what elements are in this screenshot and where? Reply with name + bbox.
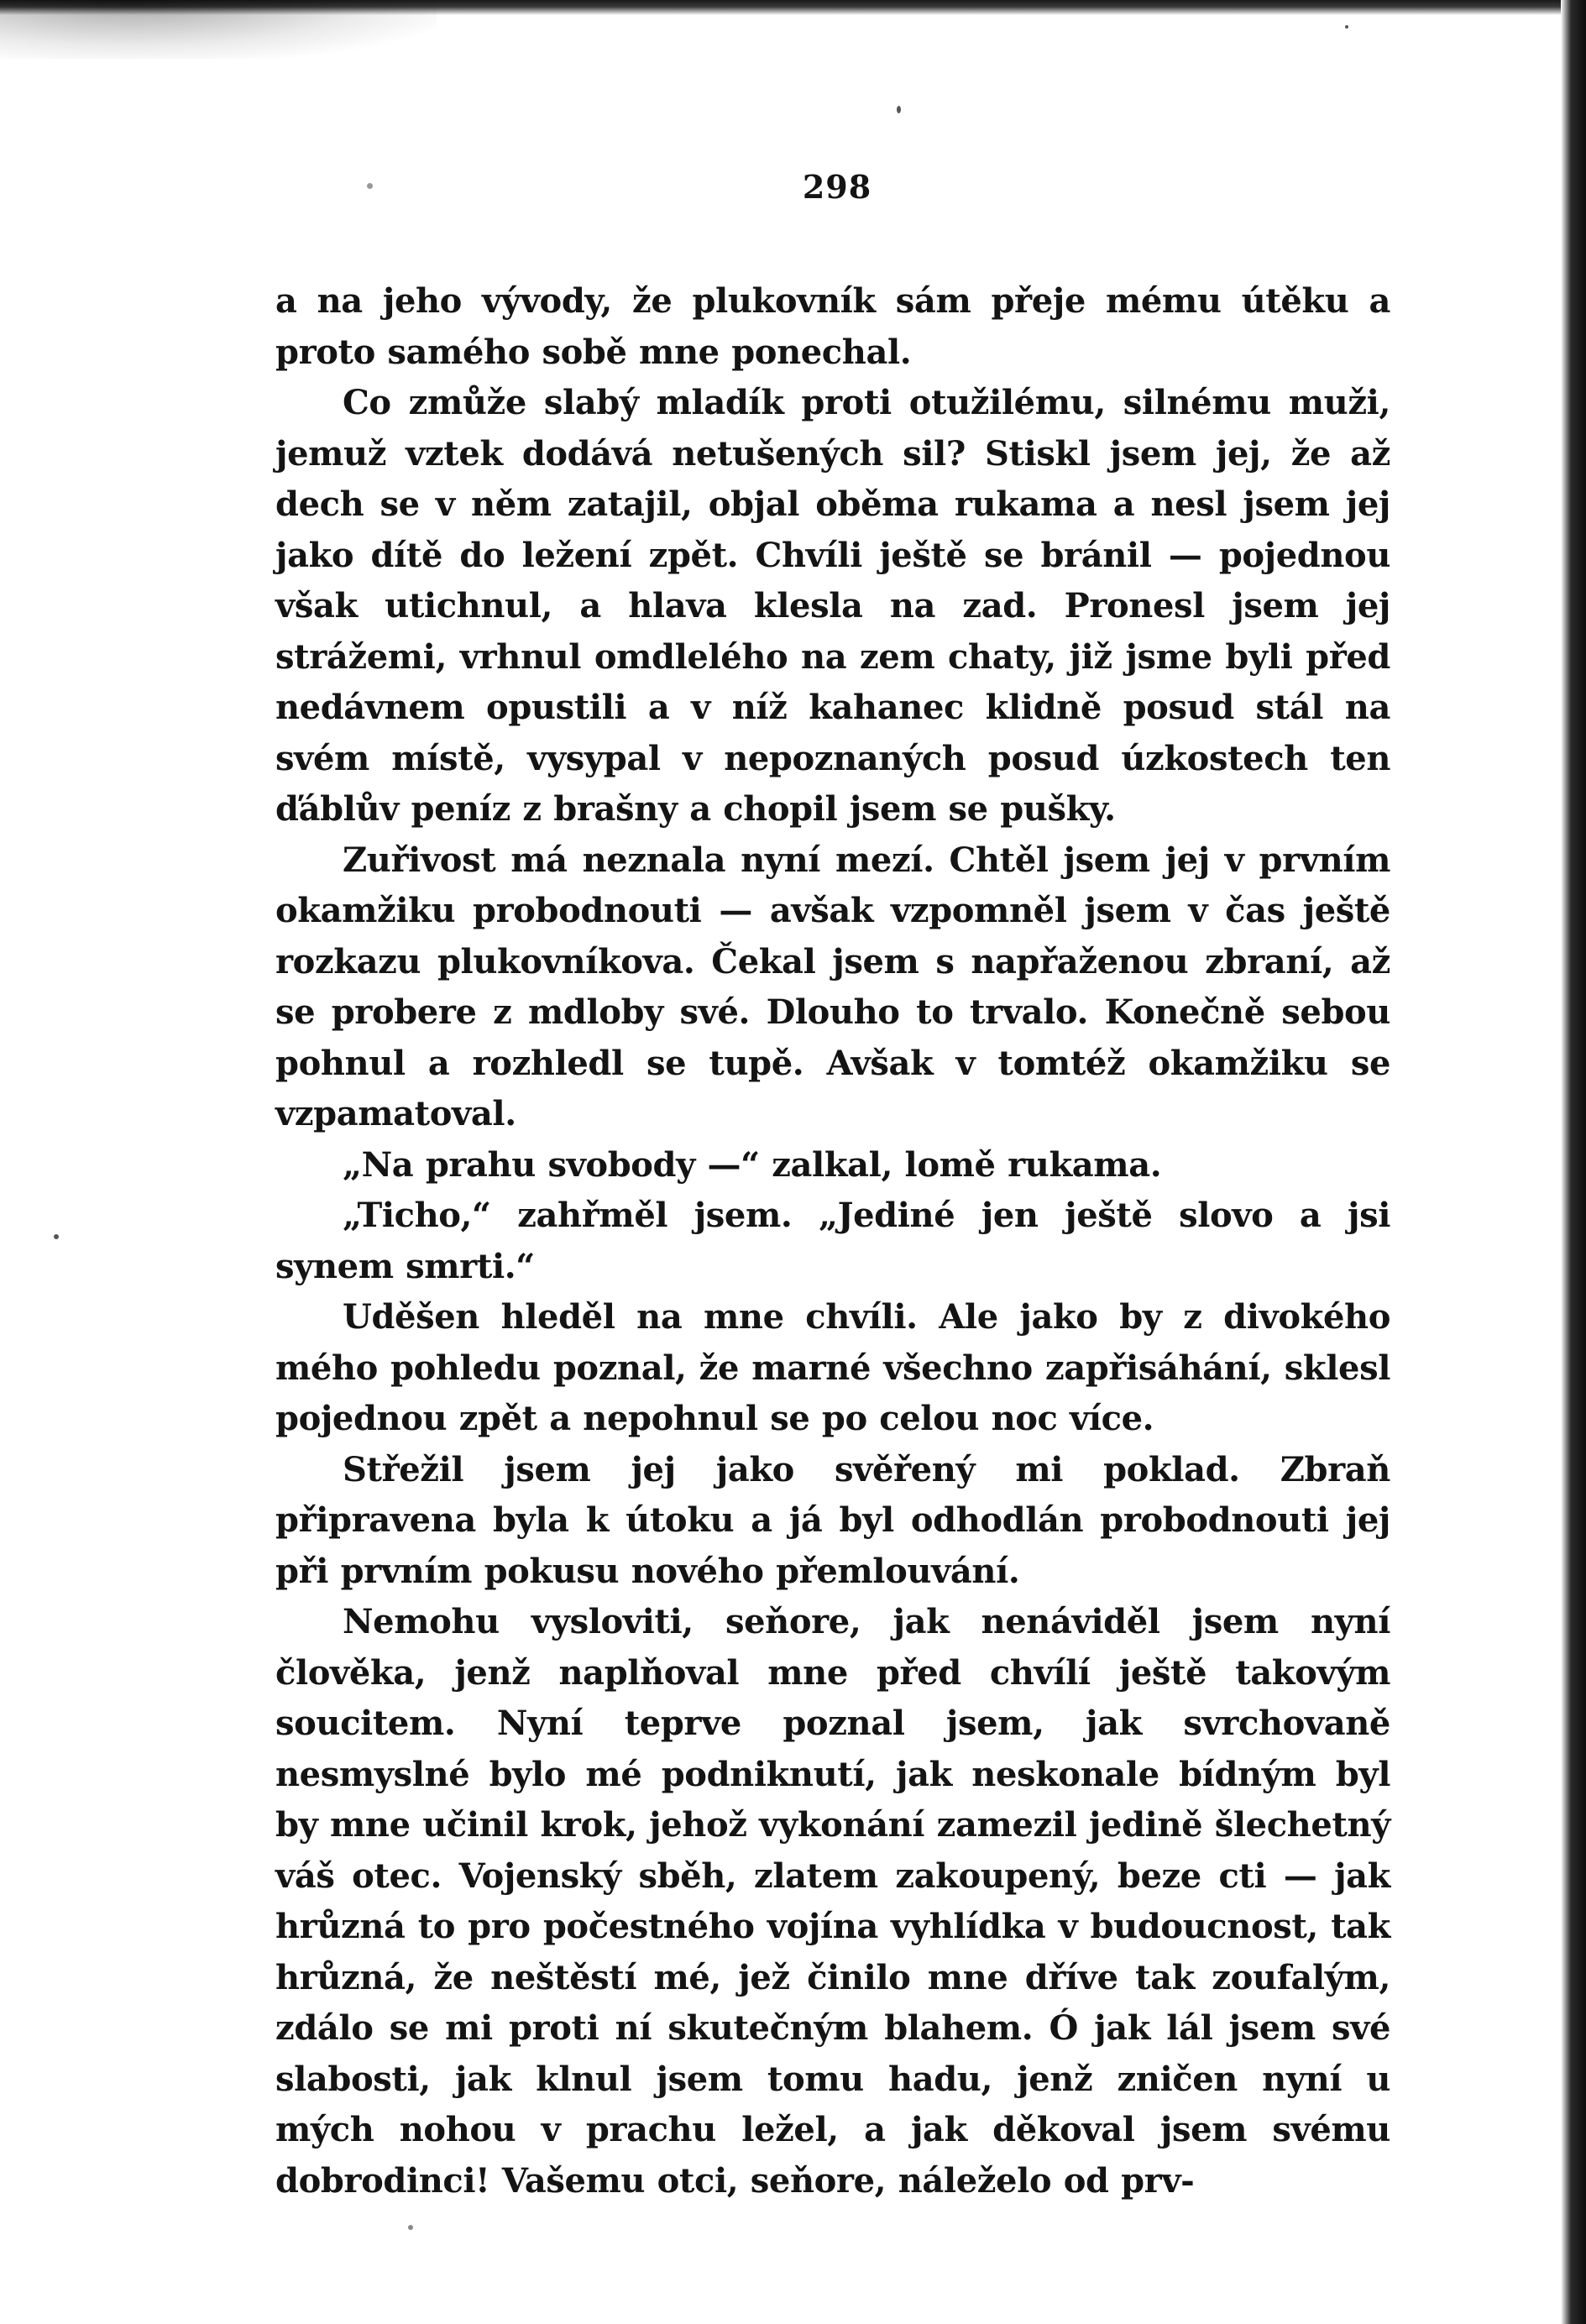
scan-speck <box>408 2225 413 2230</box>
paragraph: Zuřivost má neznala nyní mezí. Chtěl jsem jej v prvním okamžiku probodnouti — avšak vzpomněl jsem v čas ještě rozkazu plukovníkova. Čekal jsem s napřaženou zbraní, až se probere z mdloby své. Dlouho to trvalo. Konečně sebou pohnul a rozhledl se tupě. Avšak v tomtéž okamžiku se vzpamatoval. <box>275 840 1390 1133</box>
scan-speck <box>897 106 901 113</box>
book-page <box>275 168 1390 2206</box>
paragraph: „Ticho,“ zahřměl jsem. „Jediné jen ještě slovo a jsi synem smrti.“ <box>275 1196 1390 1286</box>
paragraph: „Na prahu svobody —“ zalkal, lomě rukama. <box>343 1144 1162 1185</box>
paragraph: a na jeho vývody, že plukovník sám přeje mému útěku a proto samého sobě mne ponechal. <box>275 281 1390 372</box>
scan-edge-right <box>1561 0 1586 2324</box>
scan-speck <box>54 1234 59 1239</box>
paragraph: Uděšen hleděl na mne chvíli. Ale jako by z divokého mého pohledu poznal, že marné všechno zapřisáhání, sklesl pojednou zpět a nepohnul se po celou noc více. <box>275 1297 1390 1438</box>
scan-speck <box>1345 25 1348 29</box>
body-text <box>275 276 1390 2206</box>
scan-smudge <box>0 0 437 59</box>
page-number: 298 <box>802 168 872 206</box>
paragraph: Nemohu vysloviti, seňore, jak nenáviděl jsem nyní člověka, jenž naplňoval mne před chvílí ještě takovým soucitem. Nyní teprve poznal jsem, jak svrchovaně nesmyslné bylo mé podniknutí, jak neskonale bídným byl by mne učinil krok, jehož vykonání zamezil jedině šlechetný váš otec. Vojenský sběh, zlatem zakoupený, beze cti — jak hrůzná to pro počestného vojína vyhlídka v budoucnost, tak hrůzná, že neštěstí mé, jež činilo mne dříve tak zoufalým, zdálo se mi proti ní skutečným blahem. Ó jak lál jsem své slabosti, jak klnul jsem tomu hadu, jenž zničen nyní u mých nohou v prachu ležel, a jak děkoval jsem svému dobrodinci! Vašemu otci, seňore, náleželo od prv- <box>275 1602 1390 2201</box>
paragraph: Co zmůže slabý mladík proti otužilému, silnému muži, jemuž vztek dodává netušených sil? Stiskl jsem jej, že až dech se v něm zatajil, objal oběma rukama a nesl jsem jej jako dítě do ležení zpět. Chvíli ještě se bránil — pojednou však utichnul, a hlava klesla na zad. Pronesl jsem jej strážemi, vrhnul omdlelého na zem chaty, již jsme byli před nedávnem opustili a v níž kahanec klidně posud stál na svém místě, vysypal v nepoznaných posud úzkostech ten ďáblův peníz z brašny a chopil jsem se pušky. <box>275 383 1390 829</box>
paragraph: Střežil jsem jej jako svěřený mi poklad. Zbraň připravena byla k útoku a já byl odhodlán probodnouti jej při prvním pokusu nového přemlouvání. <box>275 1449 1390 1591</box>
